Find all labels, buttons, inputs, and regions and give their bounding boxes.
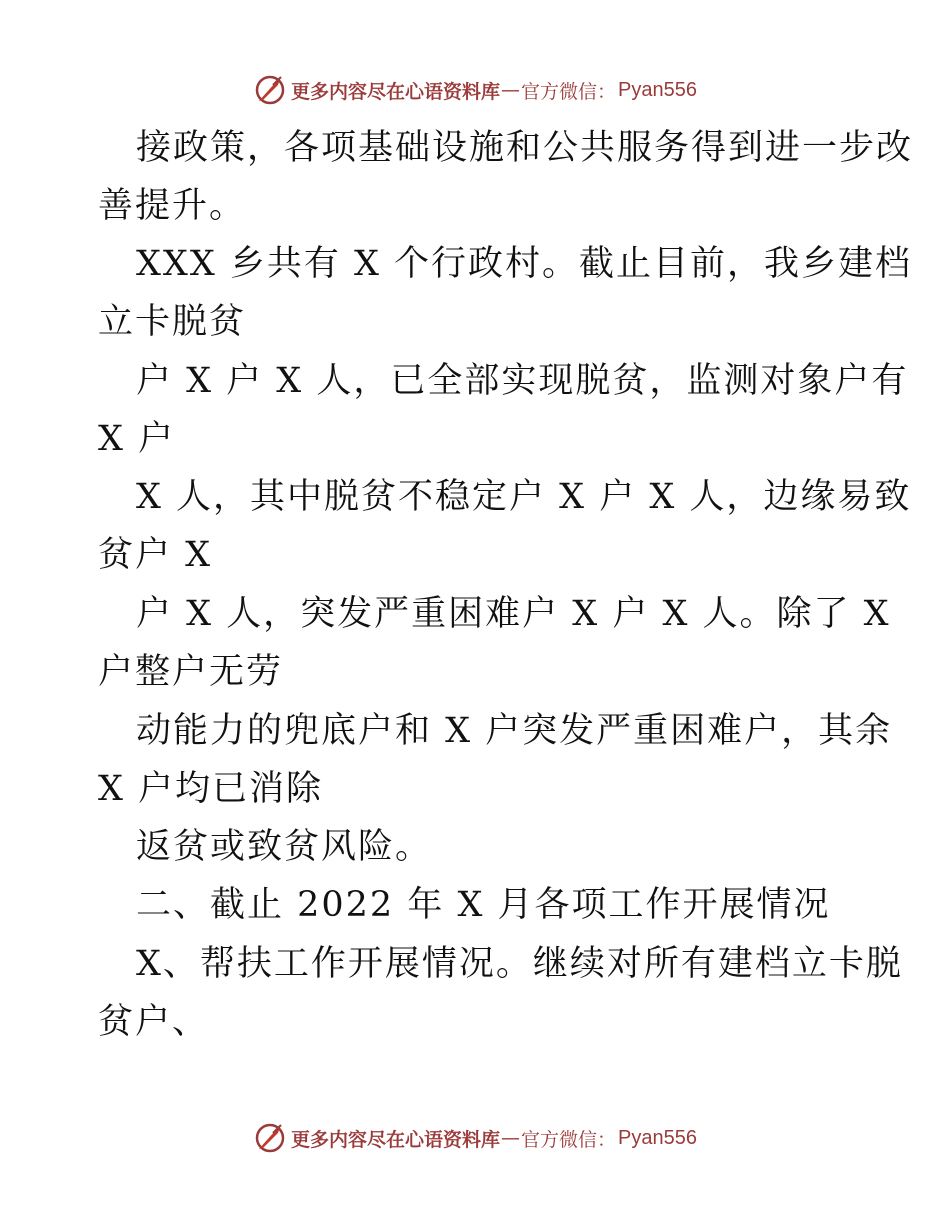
body-line: 户 X 人，突发严重困难户 X 户 X 人。除了 X [136,594,891,634]
footer-wechat-label: 官方微信： [521,1128,617,1151]
body-line: 贫户、 [98,1002,210,1042]
quill-logo-icon [253,73,287,107]
header-banner [0,70,950,110]
body-line: 动能力的兜底户和 X 户突发严重困难户，其余 [136,711,893,751]
footer-dash: — [501,1127,521,1149]
header-brand-text: 更多内容尽在心语资料库 [291,80,501,103]
body-line: 户整户无劳 [98,652,284,692]
body-line: X 人，其中脱贫不稳定户 X 户 X 人，边缘易致 [136,477,912,517]
footer-brand-text: 更多内容尽在心语资料库 [291,1128,501,1151]
body-line: XXX 乡共有 X 个行政村。截止目前，我乡建档 [136,244,913,284]
header-wechat-id: Pyan556 [618,78,697,101]
body-line: X 户 [98,419,176,459]
body-line: 返贫或致贫风险。 [136,827,433,867]
quill-logo-icon [253,1121,287,1155]
body-line: 二、截止 2022 年 X 月各项工作开展情况 [136,885,831,925]
footer-wechat-id: Pyan556 [618,1126,697,1149]
body-line: 善提升。 [98,186,247,226]
body-line: 接政策，各项基础设施和公共服务得到进一步改 [136,128,914,168]
body-line: 户 X 户 X 人，已全部实现脱贫，监测对象户有 [136,361,909,401]
header-wechat-label: 官方微信： [521,80,617,103]
body-line: 贫户 X [98,535,213,575]
header-dash: — [501,79,521,101]
body-line: 立卡脱贫 [98,302,247,342]
footer-banner [0,1118,950,1158]
body-line: X、帮扶工作开展情况。继续对所有建档立卡脱 [136,944,903,984]
body-line: X 户均已消除 [98,769,324,809]
